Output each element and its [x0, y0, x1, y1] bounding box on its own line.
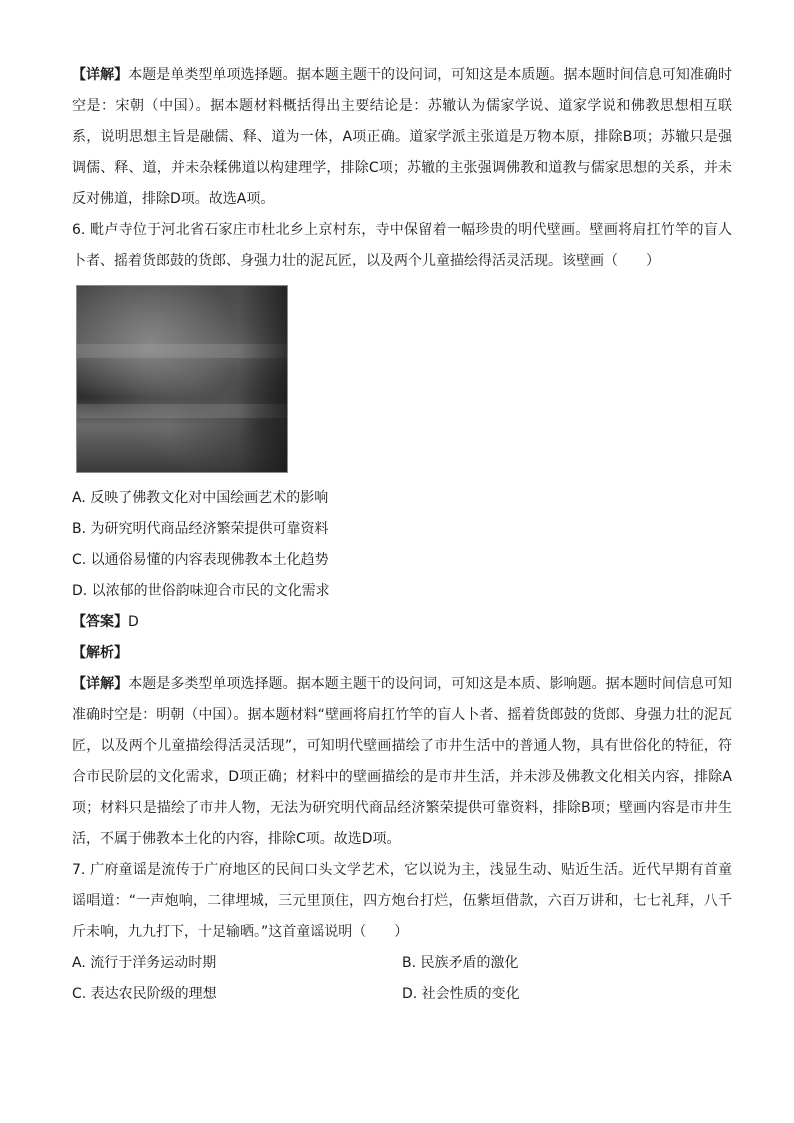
q7-option-b[interactable]: B. 民族矛盾的激化: [402, 955, 519, 971]
q7-option-d[interactable]: D. 社会性质的变化: [402, 986, 520, 1002]
q5-detail-paragraph: [72, 60, 732, 215]
q6-stem: 6. 毗卢寺位于河北省石家庄市杜北乡上京村东，寺中保留着一幅珍贵的明代壁画。壁画将肩扛竹竿的盲人卜者、摇着货郎鼓的货郎、身强力壮的泥瓦匠，以及两个儿童描绘得活灵活现。该壁画（ ）: [72, 222, 732, 269]
mural-image: [76, 285, 288, 473]
q7-option-a[interactable]: A. 流行于洋务运动时期: [72, 955, 217, 971]
q6-answer: [72, 607, 732, 638]
q7-options-row-1: [72, 948, 732, 979]
q6-option-c[interactable]: C. 以通俗易懂的内容表现佛教本土化趋势: [72, 552, 329, 568]
q6-option-b[interactable]: B. 为研究明代商品经济繁荣提供可靠资料: [72, 521, 329, 537]
q5-detail-text: 本题是单类型单项选择题。据本题主题干的设问词，可知这是本质题。据本题时间信息可知准确时空是：宋朝（中国）。据本题材料概括得出主要结论是：苏辙认为儒家学说、道家学说和佛教思想相互联系，说明思想主旨是融儒、释、道为一体，A项正确。道家学派主张道是万物本原，排除B项；苏辙只是强调儒、释、道，并未杂糅佛道以构建理学，排除C项；苏辙的主张强调佛教和道教与儒家思想的关系，并未反对佛道，排除D项。故选A项。: [72, 67, 733, 207]
analysis-tag: 【解析】: [72, 645, 128, 661]
q7-stem: 7. 广府童谣是流传于广府地区的民间口头文学艺术，它以说为主，浅显生动、贴近生活。近代早期有首童谣唱道：“一声炮响，二律埋城，三元里顶住，四方炮台打烂，伍紫垣借款，六百万讲和，七七礼拜，八千斤未响，九九打下，十足输晒。”这首童谣说明（ ）: [72, 862, 732, 940]
q7-options-row-2: [72, 979, 732, 1010]
q7-option-c[interactable]: C. 表达农民阶级的理想: [72, 986, 217, 1002]
q6-option-a[interactable]: A. 反映了佛教文化对中国绘画艺术的影响: [72, 490, 329, 506]
answer-tag: 【答案】: [72, 614, 128, 630]
q6-analysis-tag: [72, 638, 732, 669]
q6-detail-paragraph: [72, 669, 732, 855]
q6-detail-text: 本题是多类型单项选择题。据本题主题干的设问词，可知这是本质、影响题。据本题时间信息可知准确时空是：明朝（中国）。据本题材料“壁画将肩扛竹竿的盲人卜者、摇着货郎鼓的货郎、身强力壮的泥瓦匠，以及两个儿童描绘得活灵活现”，可知明代壁画描绘了市井生活中的普通人物，具有世俗化的特征，符合市民阶层的文化需求，D项正确；材料中的壁画描绘的是市井生活，并未涉及佛教文化相关内容，排除A项；材料只是描绘了市井人物，无法为研究明代商品经济繁荣提供可靠资料，排除B项；壁画内容是市井生活，不属于佛教本土化的内容，排除C项。故选D项。: [72, 676, 733, 847]
answer-value: D: [128, 614, 139, 630]
detail-tag: 【详解】: [72, 67, 129, 83]
document-page: [72, 60, 732, 1010]
q6-option-d[interactable]: D. 以浓郁的世俗韵味迎合市民的文化需求: [72, 583, 330, 599]
detail-tag: 【详解】: [72, 676, 129, 692]
mural-shadow: [239, 286, 287, 472]
